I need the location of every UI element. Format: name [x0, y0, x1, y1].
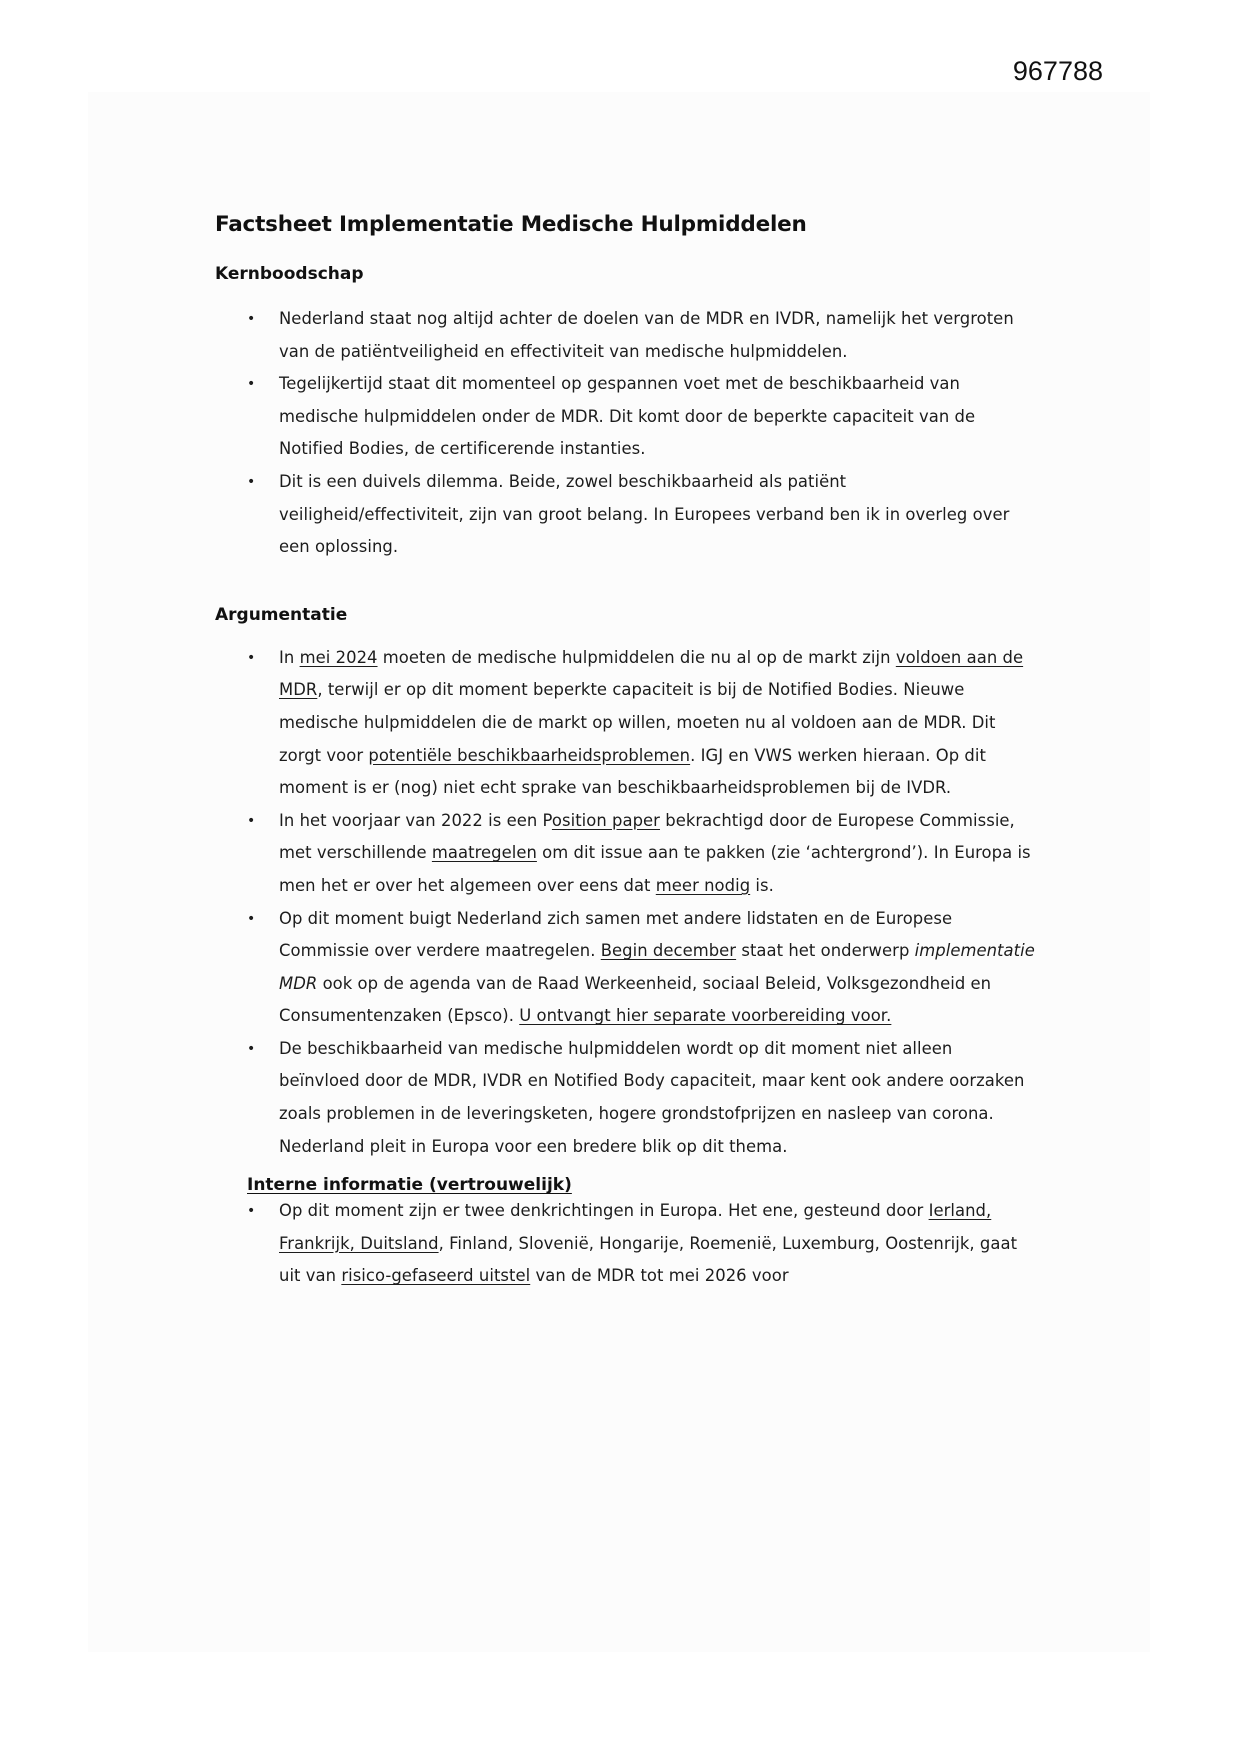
section-heading-kernboodschap: Kernboodschap	[215, 264, 364, 284]
list-item: • In mei 2024 moeten de medische hulpmiddelen die nu al op de markt zijn voldoen aan de MDR, terwijl er op dit moment beperkte capaciteit is bij de Notified Bodies. Nieuwe medische hulpmiddelen die de markt op willen, moeten nu al voldoen aan de MDR. Dit zorgt voor potentiële beschikbaarheidsproblemen. IGJ en VWS werken hieraan. Op dit moment is er (nog) niet echt sprake van beschikbaarheidsproblemen bij de IVDR.	[215, 642, 1035, 805]
section-heading-argumentatie: Argumentatie	[215, 604, 348, 625]
interne-informatie-list	[215, 1195, 1035, 1293]
argumentatie-list	[215, 642, 1035, 1164]
bullet-icon: •	[247, 311, 256, 327]
list-item: • Op dit moment zijn er twee denkrichtingen in Europa. Het ene, gesteund door Ierland, Frankrijk, Duitsland, Finland, Slovenië, Hongarije, Roemenië, Luxemburg, Oostenrijk, gaat uit van risico-gefaseerd uitstel van de MDR tot mei 2026 voor	[215, 1195, 1035, 1293]
list-item: • In het voorjaar van 2022 is een Position paper bekrachtigd door de Europese Commissie, met verschillende maatregelen om dit issue aan te pakken (zie ‘achtergrond’). In Europa is men het er over het algemeen over eens dat meer nodig is.	[215, 805, 1035, 903]
section-heading-interne-informatie: Interne informatie (vertrouwelijk)	[247, 1175, 572, 1196]
bullet-icon: •	[247, 649, 256, 666]
underlined-text: osition paper	[551, 810, 660, 830]
underlined-text: meer nodig	[655, 875, 751, 895]
document-number: 967788	[1012, 56, 1103, 86]
underlined-text: mei 2024	[299, 647, 378, 667]
list-item: • De beschikbaarheid van medische hulpmiddelen wordt op dit moment niet alleen beïnvloed door de MDR, IVDR en Notified Body capaciteit, maar kent ook andere oorzaken zoals problemen in de leveringsketen, hogere grondstofprijzen en nasleep van corona. Nederland pleit in Europa voor een bredere blik op dit thema.	[215, 1033, 1035, 1163]
kernboodschap-list	[215, 303, 1035, 564]
list-item: • Nederland staat nog altijd achter de doelen van de MDR en IVDR, namelijk het vergroten van de patiëntveiligheid en effectiviteit van medische hulpmiddelen.	[215, 303, 1035, 368]
document-title: Factsheet Implementatie Medische Hulpmiddelen	[215, 212, 807, 237]
underlined-text: risico-gefaseerd uitstel	[341, 1266, 531, 1286]
underlined-text: Begin december	[600, 941, 737, 961]
underlined-text: Ierland, Frankrijk, Duitsland	[279, 1201, 992, 1253]
underlined-text: potentiële beschikbaarheidsproblemen	[368, 745, 691, 765]
bullet-icon: •	[247, 910, 256, 927]
underlined-text: U ontvangt hier separate voorbereiding voor.	[519, 1006, 892, 1026]
list-item: • Dit is een duivels dilemma. Beide, zowel beschikbaarheid als patiënt veiligheid/effectiviteit, zijn van groot belang. In Europees verband ben ik in overleg over een oplossing.	[215, 466, 1035, 564]
underlined-text: voldoen aan de MDR	[279, 647, 1024, 700]
bullet-icon: •	[247, 812, 256, 829]
list-item: • Op dit moment buigt Nederland zich samen met andere lidstaten en de Europese Commissie over verdere maatregelen. Begin december staat het onderwerp implementatie MDR ook op de agenda van de Raad Werkeenheid, sociaal Beleid, Volksgezondheid en Consumentenzaken (Epsco). U ontvangt hier separate voorbereiding voor.	[215, 903, 1035, 1033]
bullet-icon: •	[247, 1203, 256, 1220]
bullet-icon: •	[247, 1040, 256, 1057]
italic-text: implementatie MDR	[279, 941, 1035, 993]
document-body	[215, 212, 1035, 1293]
list-item: • Tegelijkertijd staat dit momenteel op gespannen voet met de beschikbaarheid van medische hulpmiddelen onder de MDR. Dit komt door de beperkte capaciteit van de Notified Bodies, de certificerende instanties.	[215, 368, 1035, 466]
bullet-icon: •	[247, 376, 256, 393]
underlined-text: maatregelen	[431, 843, 537, 863]
bullet-icon: •	[247, 473, 256, 490]
